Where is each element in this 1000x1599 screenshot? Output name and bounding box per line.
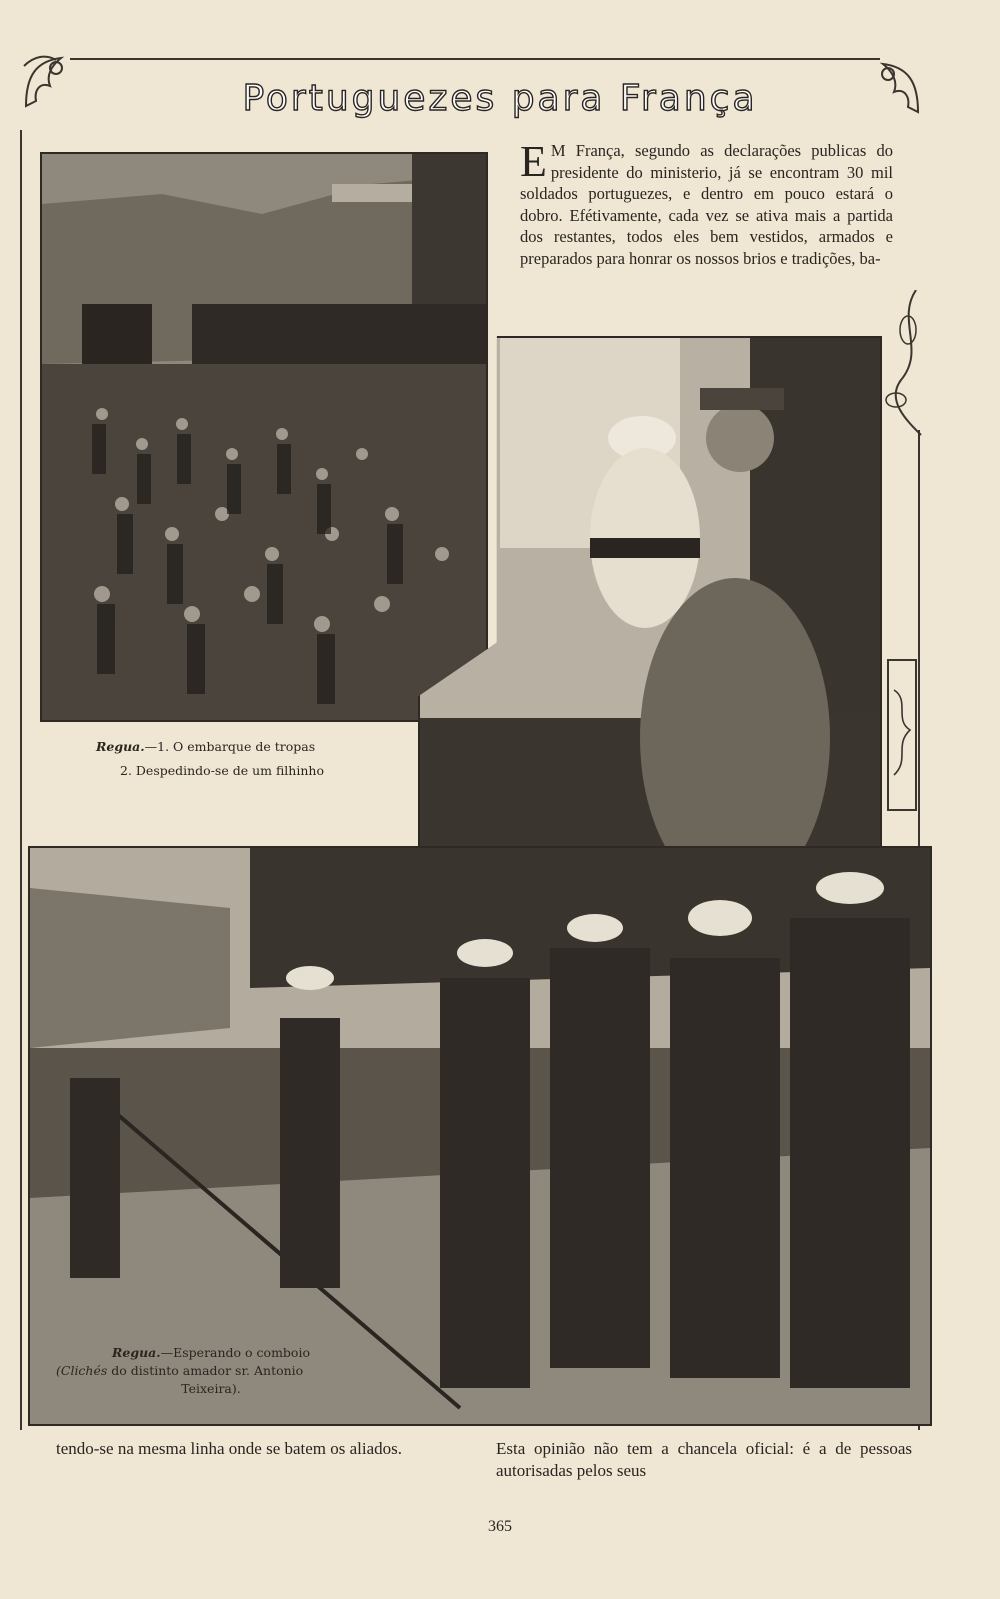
ornament-right-scroll-icon — [880, 650, 924, 820]
ornament-top-right-icon — [858, 52, 928, 122]
crowd-at-station-photo — [40, 152, 488, 722]
caption-bottom-line3: Teixeira). — [181, 1381, 241, 1396]
article-body: M França, segundo as declarações publicas do presidente do ministerio, já se encontram 30 mil soldados portuguezes, e dentro em pouco estará o dobro. Efétivamente, cada vez se ativa mais a partida dos restantes, todos eles bem vestidos, armados e preparados para honrar os nossos brios e tradições, ba- — [520, 141, 893, 268]
frame-top-border — [70, 58, 880, 60]
caption-bottom — [56, 1344, 366, 1398]
caption-top — [96, 738, 396, 780]
ornament-top-left-icon — [16, 46, 86, 116]
article-text — [520, 137, 893, 269]
caption-bottom-line2: (Clichés do distinto amador sr. Antonio — [56, 1363, 304, 1378]
page-number: 365 — [488, 1518, 512, 1535]
frame-left-border — [20, 130, 22, 1430]
bottom-text-left: tendo-se na mesma linha onde se batem os aliados. — [56, 1439, 403, 1458]
page-title: Portuguezes para França — [242, 78, 758, 119]
caption-top-place: Regua. — [96, 739, 145, 754]
bottom-text-right: Esta opinião não tem a chancela oficial: é a de pessoas autorisadas pelos seus — [496, 1439, 912, 1480]
caption-top-line1: Regua.—1. O embarque de tropas — [96, 739, 316, 754]
soldiers-waiting-train-photo — [28, 846, 932, 1426]
caption-top-line2: 2. Despedindo-se de um filhinho — [120, 763, 324, 778]
caption-bottom-place: Regua. — [112, 1345, 161, 1360]
article-dropcap: E — [520, 137, 547, 186]
caption-bottom-line1: Regua.—Esperando o comboio — [112, 1345, 310, 1360]
